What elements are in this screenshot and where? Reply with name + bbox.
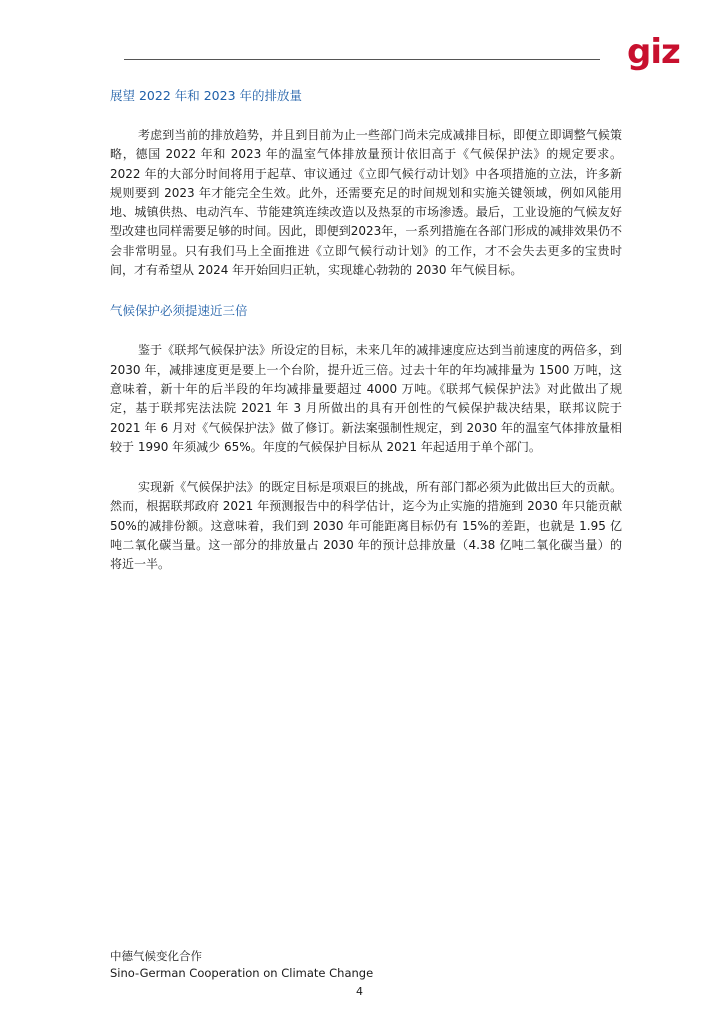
section-heading-acceleration: 气候保护必须提速近三倍 (110, 303, 248, 319)
document-body (110, 86, 622, 575)
footer-chinese-title: 中德气候变化合作 (110, 949, 202, 963)
paragraph-outlook: 考虑到当前的排放趋势，并且到目前为止一些部门尚未完成减排目标，即便立即调整气候策略，德国 2022 年和 2023 年的温室气体排放量预计依旧高于《气候保护法》的规定要求。2022 年的大部分时间将用于起草、审议通过《立即气候行动计划》中各项措施的立法，许多新规则要到 2023 年才能完全生效。此外，还需要充足的时间规划和实施关键领域，例如风能用地、城镇供热、电动汽车、节能建筑连续改造以及热泵的市场渗透。最后，工业设施的气候友好型改建也同样需要足够的时间。因此，即便到2023年，一系列措施在各部门形成的减排效果仍不会非常明显。只有我们马上全面推进《立即气候行动计划》的工作，才不会失去更多的宝贵时间，才有希望从 2024 年开始回归正轨，实现雄心勃勃的 2030 年气候目标。 (110, 128, 622, 278)
page-number: 4 (356, 985, 363, 998)
section-heading-outlook: 展望 2022 年和 2023 年的排放量 (110, 88, 303, 103)
giz-logo: giz (627, 32, 680, 72)
paragraph-acceleration-1: 鉴于《联邦气候保护法》所设定的目标，未来几年的减排速度应达到当前速度的两倍多，到 2030 年，减排速度更是要上一个台阶，提升近三倍。过去十年的年均减排量为 1500 万吨，这意味着，新十年的后半段的年均减排量要超过 4000 万吨。《联邦气候保护法》对此做出了规定，基于联邦宪法法院 2021 年 3 月所做出的具有开创性的气候保护裁决结果，联邦议院于 2021 年 6 月对《气候保护法》做了修订。新法案强制性规定，到 2030 年的温室气体排放量相较于 1990 年须减少 65%。年度的气候保护目标从 2021 年起适用于单个部门。 (110, 343, 622, 454)
paragraph-acceleration-2: 实现新《气候保护法》的既定目标是项艰巨的挑战，所有部门都必须为此做出巨大的贡献。然而，根据联邦政府 2021 年预测报告中的科学估计，迄今为止实施的措施到 2030 年只能贡献 50%的减排份额。这意味着，我们到 2030 年可能距离目标仍有 15%的差距，也就是 1.95 亿吨二氧化碳当量。这一部分的排放量占 2030 年的预计总排放量（4.38 亿吨二氧化碳当量）的将近一半。 (110, 480, 622, 572)
footer (110, 948, 373, 982)
footer-english-title: Sino-German Cooperation on Climate Change (110, 966, 374, 980)
header-rule (124, 59, 600, 60)
